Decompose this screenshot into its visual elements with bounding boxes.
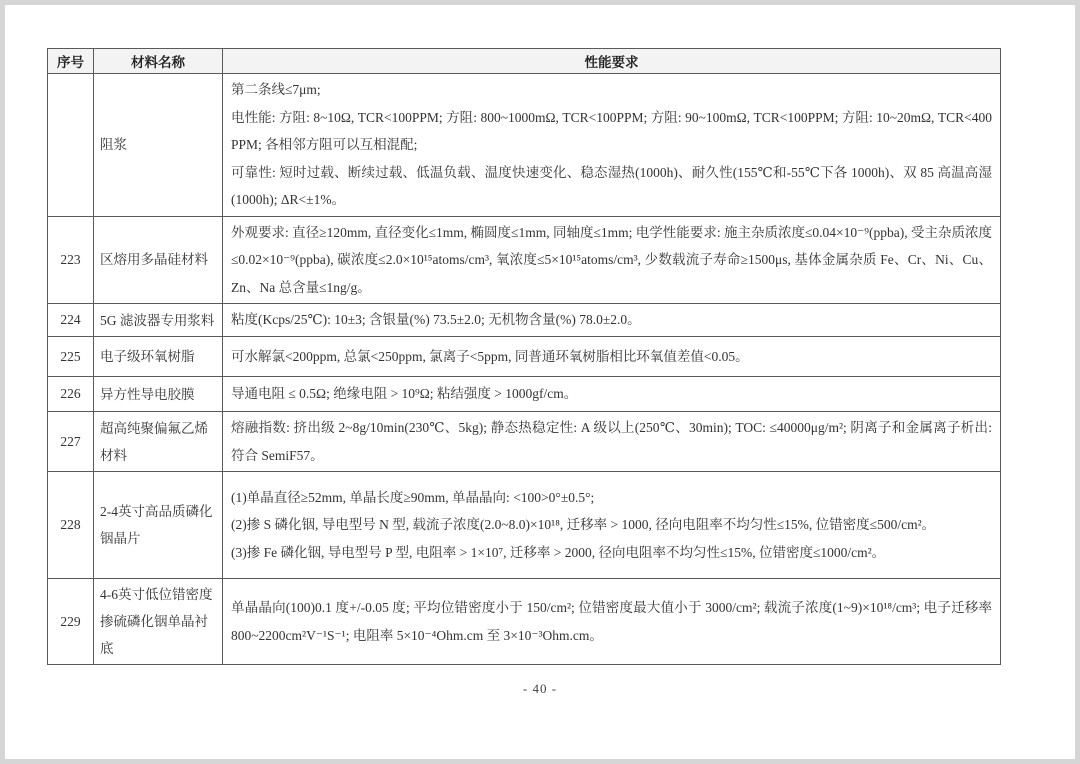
requirement-cell xyxy=(223,304,1001,337)
table-row xyxy=(48,377,1001,412)
material-name-cell: 超高纯聚偏氟乙烯材料 xyxy=(94,412,223,472)
material-name-cell: 5G 滤波器专用浆料 xyxy=(94,304,223,337)
header-performance-requirement: 性能要求 xyxy=(223,49,1001,74)
requirement-cell xyxy=(223,472,1001,579)
requirement-cell xyxy=(223,337,1001,377)
material-name-cell: 4-6英寸低位错密度掺硫磷化铟单晶衬底 xyxy=(94,579,223,665)
material-name-cell: 异方性导电胶膜 xyxy=(94,377,223,412)
serial-number-cell: 225 xyxy=(48,337,94,377)
requirement-line: 单晶晶向(100)0.1 度+/-0.05 度; 平均位错密度小于 150/cm²; 位错密度最大值小于 3000/cm²; 载流子浓度(1~9)×10¹⁸/cm³; 电子迁移率 800~2200cm²V⁻¹S⁻¹; 电阻率 5×10⁻⁴Ohm.cm 至 3×10⁻³Ohm.cm。 xyxy=(231,600,992,643)
requirement-line: (2)掺 S 磷化铟, 导电型号 N 型, 载流子浓度(2.0~8.0)×10¹⁸, 迁移率 > 1000, 径向电阻率不均匀性≤15%, 位错密度≤500/cm²。 xyxy=(231,517,936,533)
requirement-cell xyxy=(223,216,1001,304)
requirement-line: 可水解氯<200ppm, 总氯<250ppm, 氯离子<5ppm, 同普通环氧树脂相比环氧值差值<0.05。 xyxy=(231,348,749,364)
serial-number-cell: 223 xyxy=(48,216,94,304)
requirement-cell xyxy=(223,74,1001,217)
requirement-line: 粘度(Kcps/25℃): 10±3; 含银量(%) 73.5±2.0; 无机物含量(%) 78.0±2.0。 xyxy=(231,312,641,328)
requirement-cell xyxy=(223,579,1001,665)
requirement-line: 第二条线≤7μm; xyxy=(231,82,321,97)
requirement-line: 电性能: 方阻: 8~10Ω, TCR<100PPM; 方阻: 800~1000mΩ, TCR<100PPM; 方阻: 90~100mΩ, TCR<100PPM; 方阻: 10~20mΩ, TCR<400PPM; 各相邻方阻可以互相混配; xyxy=(231,109,992,152)
page-number: - 40 - xyxy=(522,681,558,696)
serial-number-cell: 226 xyxy=(48,377,94,412)
table-row xyxy=(48,337,1001,377)
table-row xyxy=(48,216,1001,304)
requirement-line: 熔融指数: 挤出级 2~8g/10min(230℃、5kg); 静态热稳定性: A 级以上(250℃、30min); TOC: ≤40000μg/m²; 阴离子和金属离子析出: 符合 SemiF57。 xyxy=(231,420,992,463)
materials-requirements-table xyxy=(47,48,1001,665)
requirement-line: (1)单晶直径≥52mm, 单晶长度≥90mm, 单晶晶向: <100>0°±0.5°; xyxy=(231,489,595,505)
table-header-row xyxy=(48,49,1001,74)
table-row xyxy=(48,304,1001,337)
header-material-name: 材料名称 xyxy=(94,49,223,74)
requirement-cell xyxy=(223,412,1001,472)
material-name-cell: 区熔用多晶硅材料 xyxy=(94,216,223,304)
header-serial-number: 序号 xyxy=(48,49,94,74)
requirement-line: 外观要求: 直径≥120mm, 直径变化≤1mm, 椭圆度≤1mm, 同轴度≤1mm; 电学性能要求: 施主杂质浓度≤0.04×10⁻⁹(ppba), 受主杂质浓度≤0.02×10⁻⁹(ppba), 碳浓度≤2.0×10¹⁵atoms/cm³, 氧浓度≤5×10¹⁵atoms/cm³, 少数载流子寿命≥1500μs, 基体金属杂质 Fe、Cr、Ni、Cu、Zn、Na 总含量≤1ng/g。 xyxy=(231,224,992,295)
material-name-cell: 电子级环氧树脂 xyxy=(94,337,223,377)
table-row xyxy=(48,412,1001,472)
requirement-cell xyxy=(223,377,1001,412)
table-row xyxy=(48,74,1001,217)
requirement-line: (3)掺 Fe 磷化铟, 导电型号 P 型, 电阻率 > 1×10⁷, 迁移率 > 2000, 径向电阻率不均匀性≤15%, 位错密度≤1000/cm²。 xyxy=(231,544,886,560)
serial-number-cell: 229 xyxy=(48,579,94,665)
requirement-line: 导通电阻 ≤ 0.5Ω; 绝缘电阻 > 10⁹Ω; 粘结强度 > 1000gf/cm。 xyxy=(231,386,578,402)
serial-number-cell xyxy=(48,74,94,217)
requirement-line: 可靠性: 短时过载、断续过载、低温负载、温度快速变化、稳态湿热(1000h)、耐久性(155℃和-55℃下各 1000h)、双 85 高温高湿(1000h); ΔR<±1%。 xyxy=(231,164,992,207)
material-name-cell: 阻浆 xyxy=(94,74,223,217)
material-name-cell: 2-4英寸高品质磷化铟晶片 xyxy=(94,472,223,579)
serial-number-cell: 228 xyxy=(48,472,94,579)
table-row xyxy=(48,579,1001,665)
serial-number-cell: 224 xyxy=(48,304,94,337)
table-row xyxy=(48,472,1001,579)
serial-number-cell: 227 xyxy=(48,412,94,472)
